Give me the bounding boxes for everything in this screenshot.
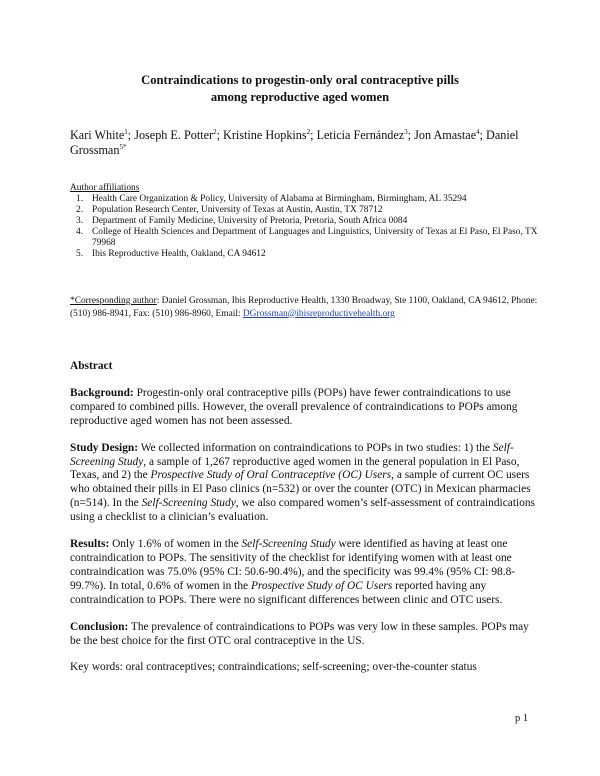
corresponding-author bbox=[70, 295, 540, 320]
author-list bbox=[70, 128, 540, 158]
keywords: Key words: oral contraceptives; contraindications; self-screening; over-the-counter status bbox=[70, 661, 477, 674]
author-affiliations bbox=[70, 183, 540, 260]
affiliation-item: 3. Department of Family Medicine, University of Pretoria, Pretoria, South Africa 0084 bbox=[76, 216, 408, 226]
abstract-section bbox=[70, 360, 540, 688]
corresponding-author-label: *Corresponding author bbox=[70, 296, 157, 306]
abstract-results: Results: Only 1.6% of women in the Self-Screening Study were identified as having at least one contraindication to POPs. The sensitivity of the checklist for identifying women with at least one contraindication was 75.0% (95% CI: 50.6-90.4%), and the specificity was 99.4% (95% CI: 98.8-99.7%). In total, 0.6% of women in the Prospective Study of OC Users reported having any contraindication to POPs. There were no significant differences between clinic and OTC users. bbox=[70, 538, 516, 606]
title-line-1: Contraindications to progestin-only oral contraceptive pills bbox=[141, 73, 459, 87]
abstract-heading: Abstract bbox=[70, 360, 113, 372]
abstract-study-design: Study Design: We collected information on contraindications to POPs in two studies: 1) the Self-Screening Study, a sample of 1,267 reproductive aged women in the general population in El Paso, Texas, and 2) the Prospective Study of Oral Contraceptive (OC) Users, a sample of current OC users who obtained their pills in El Paso clinics (n=532) or over the counter (OTC) in Mexican pharmacies (n=514). In the Self-Screening Study, we also compared women’s self-assessment of contraindications using a checklist to a clinician’s evaluation. bbox=[70, 441, 535, 524]
author: Joseph E. Potter$^2$; bbox=[134, 127, 224, 142]
affiliation-item: 1. Health Care Organization & Policy, University of Alabama at Birmingham, Birmingham, AL 35294 bbox=[76, 194, 467, 204]
author: Kristine Hopkins$^2$; bbox=[223, 127, 317, 142]
author: Daniel Grossman$^{5*}$ bbox=[70, 128, 519, 157]
corresponding-author-details: : Daniel Grossman, Ibis Reproductive Health, 1330 Broadway, Ste 1100, Oakland, CA 94612, Phone: (510) 986-8941, Fax: (510) 986-8960, Email: bbox=[70, 296, 538, 319]
abstract-background: Background: Progestin-only oral contraceptive pills (POPs) have fewer contraindications to use compared to combined pills. However, the overall prevalence of contraindications to POPs among reproductive aged women has not been assessed. bbox=[70, 386, 518, 427]
author: Jon Amastae$^4$; bbox=[414, 127, 487, 142]
page-number: p 1 bbox=[515, 713, 529, 724]
abstract-conclusion: Conclusion: The prevalence of contraindications to POPs was very low in these samples. POPs may be the best choice for the first OTC oral contraceptive in the US. bbox=[70, 620, 529, 647]
affiliation-list bbox=[70, 194, 540, 260]
paper-title bbox=[0, 72, 600, 106]
affiliation-item: 2. Population Research Center, University of Texas at Austin, Austin, TX 78712 bbox=[76, 205, 383, 215]
affiliations-label: Author affiliations bbox=[70, 183, 140, 193]
author: Kari White$^1$; bbox=[70, 127, 135, 142]
affiliation-item: 5. Ibis Reproductive Health, Oakland, CA 94612 bbox=[76, 249, 266, 259]
affiliation-item: 4. College of Health Sciences and Department of Languages and Linguistics, University of Texas at El Paso, El Paso, TX 79968 bbox=[76, 227, 538, 248]
email-link[interactable]: DGrossman@ibisreproductivehealth.org bbox=[242, 308, 395, 319]
title-line-2: among reproductive aged women bbox=[210, 90, 390, 104]
author: Leticia Fernández$^3$; bbox=[316, 127, 415, 142]
